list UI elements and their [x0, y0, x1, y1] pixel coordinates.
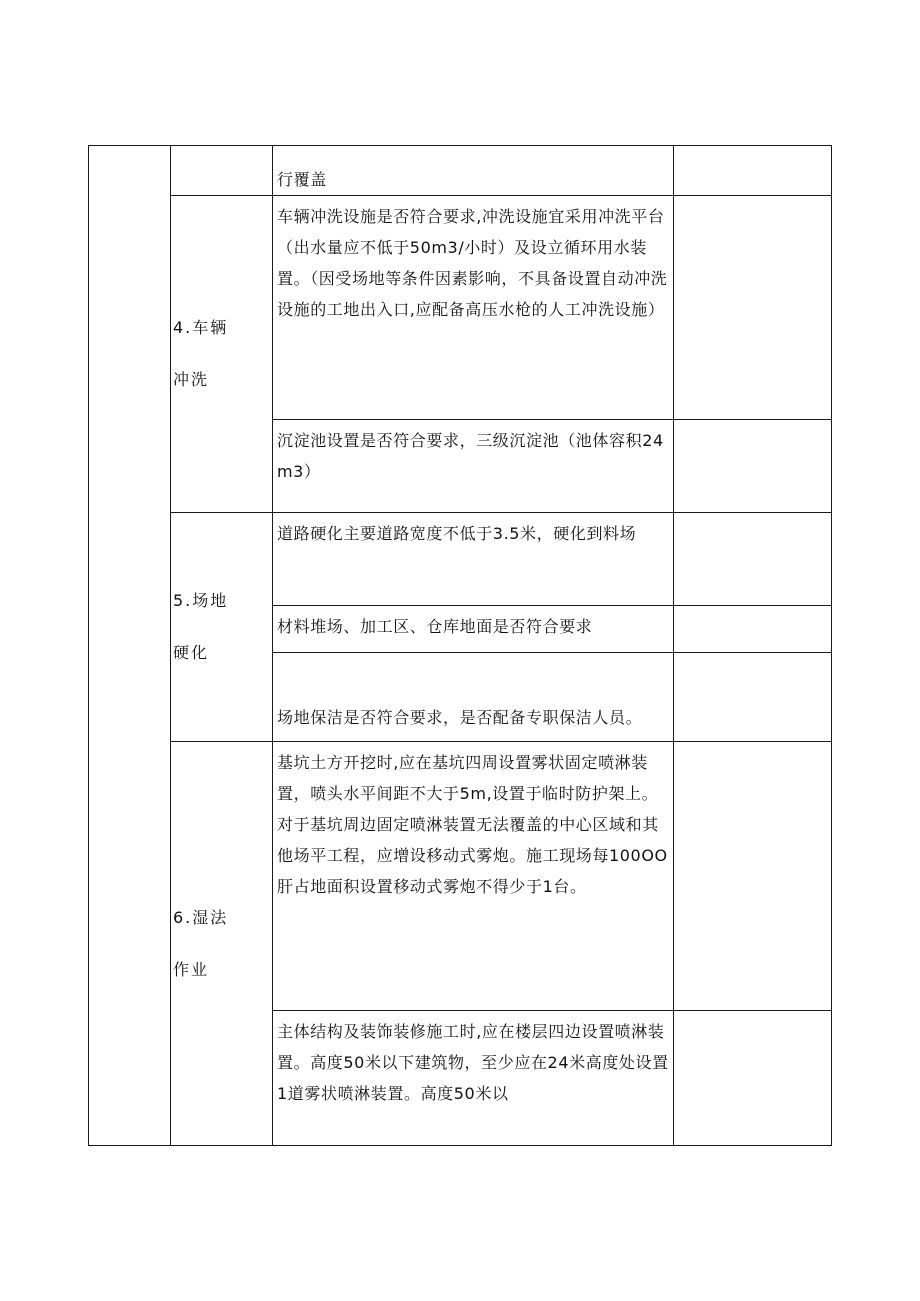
requirement-cell [273, 742, 674, 1011]
requirement-cell [273, 420, 674, 513]
requirement-text: 道路硬化主要道路宽度不低于3.5米，硬化到料场 [277, 524, 637, 543]
requirement-cell [273, 196, 674, 420]
requirement-cell [273, 606, 674, 653]
category-label: 6.湿法作业 [173, 907, 229, 979]
category-cell [171, 196, 273, 513]
result-cell [674, 513, 832, 606]
requirement-text: 行覆盖 [277, 170, 327, 189]
category-label: 5.场地硬化 [173, 591, 229, 662]
category-cell-empty [171, 146, 273, 196]
requirement-text: 基坑土方开挖时,应在基坑四周设置雾状固定喷淋装置，喷头水平间距不大于5m,设置于临时防护架上。对于基坑周边固定喷淋装置无法覆盖的中心区域和其他场平工程，应增设移动式雾炮。施工现场每100OO肝占地面积设置移动式雾炮不得少于1台。 [277, 753, 668, 896]
result-cell [674, 742, 832, 1011]
requirement-text: 沉淀池设置是否符合要求，三级沉淀池（池体容积24m3） [277, 431, 664, 481]
result-cell [674, 1011, 832, 1146]
result-cell [674, 653, 832, 742]
category-label: 4.车辆冲洗 [173, 318, 229, 389]
table-row [89, 196, 832, 420]
requirement-cell [273, 146, 674, 196]
requirement-text: 车辆冲洗设施是否符合要求,冲洗设施宜采用冲洗平台（出水量应不低于50m3/小时）及设立循环用水装置。（因受场地等条件因素影响，不具备设置自动冲洗设施的工地出入口,应配备高压水枪的人工冲洗设施） [277, 207, 668, 319]
table-row [89, 146, 832, 196]
requirement-cell [273, 653, 674, 742]
requirement-text: 主体结构及装饰装修施工时,应在楼层四边设置喷淋装置。高度50米以下建筑物，至少应在24米高度处设置1道雾状喷淋装置。高度50米以 [277, 1022, 669, 1103]
category-cell [171, 742, 273, 1146]
table-row [89, 742, 832, 1011]
table-row [89, 513, 832, 606]
category-cell [171, 513, 273, 742]
blank-first-column-cell [89, 146, 171, 1146]
result-cell [674, 606, 832, 653]
inspection-table [88, 145, 832, 1146]
result-cell [674, 196, 832, 420]
result-cell [674, 420, 832, 513]
requirement-text: 材料堆场、加工区、仓库地面是否符合要求 [277, 617, 593, 636]
requirement-cell [273, 513, 674, 606]
result-cell [674, 146, 832, 196]
requirement-text: 场地保洁是否符合要求，是否配备专职保洁人员。 [277, 708, 643, 727]
requirement-cell [273, 1011, 674, 1146]
